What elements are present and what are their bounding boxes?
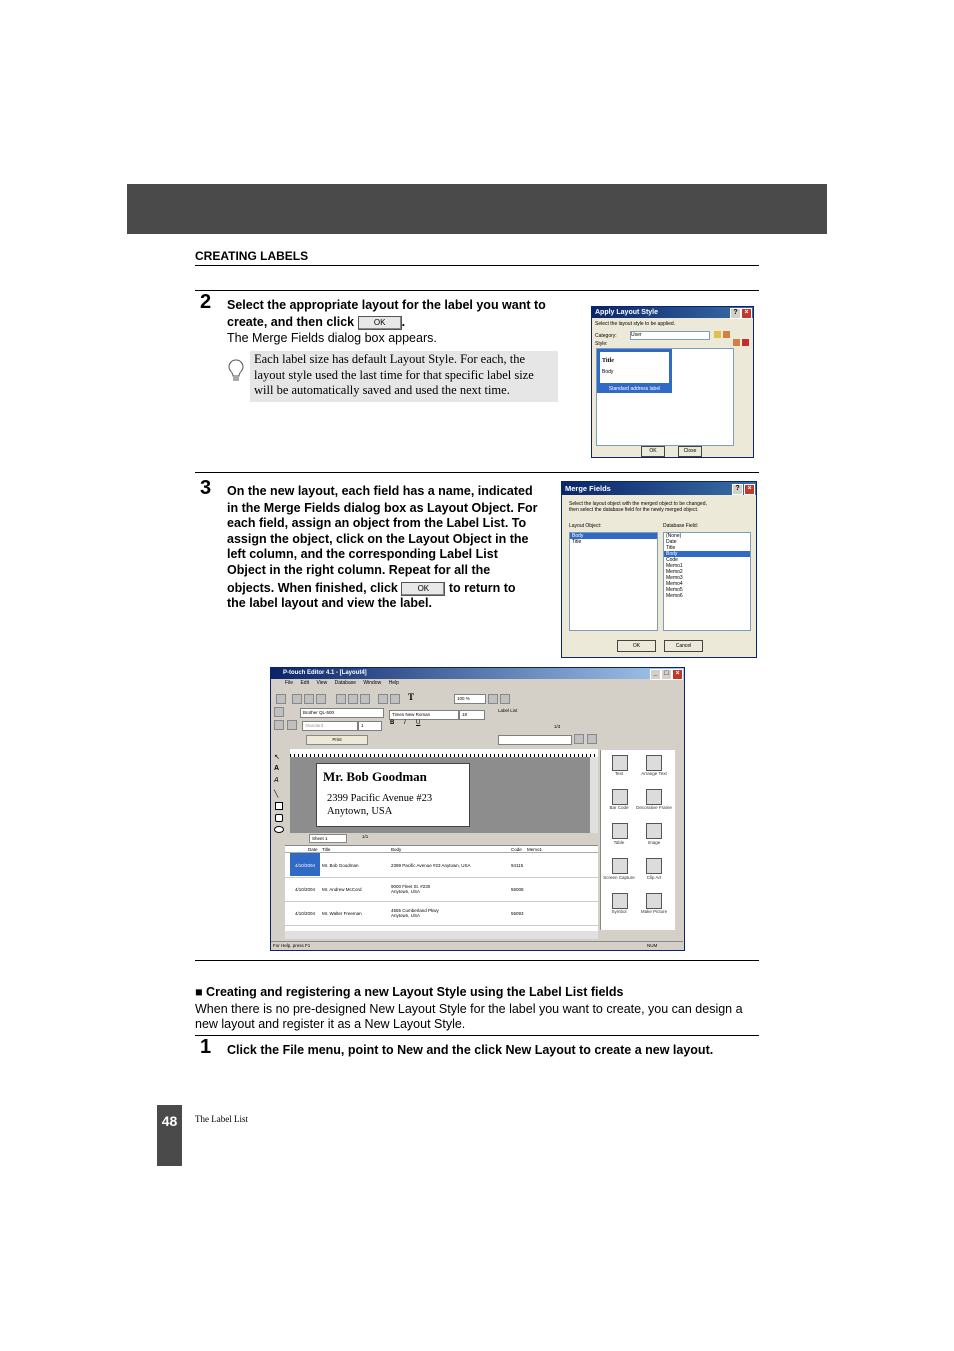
column-header[interactable]: Memo1 [527,847,543,852]
tip-text: Each label size has default Layout Style. For each, the layout style used the last time for that specific label size will be automatically saved and used the next time. [254,352,534,397]
step-text: On the new layout, each field has a name, indicated [227,484,533,498]
divider [195,290,759,291]
menu-bar [271,679,684,688]
font-select[interactable]: Times New Roman [389,710,459,720]
preview-body: Body [602,369,614,375]
add-icon[interactable] [733,339,740,346]
folder-icon[interactable] [714,331,721,338]
grid-scrollbar[interactable] [285,931,598,939]
step-text-part: to return to [448,581,516,595]
label-preview[interactable] [316,763,470,827]
column-header[interactable]: Date [308,847,318,852]
paste-icon[interactable] [360,694,370,704]
dialog-desc: then select the database field for the newly merged object. [569,507,699,513]
list-item[interactable]: Memo5 [666,587,683,593]
table-cell[interactable]: 4/10/2004 [295,911,316,916]
step-number: 1 [200,1036,212,1058]
table-cell[interactable]: Mr. Bob Goodman [322,863,359,868]
new-icon[interactable] [276,694,286,704]
step-number: 3 [200,477,212,499]
ok-button[interactable]: OK [641,446,665,457]
table-cell[interactable]: 55093 [511,911,524,916]
step-text: in the Merge Fields dialog box as Layout Object. For [227,501,538,515]
zoom-select[interactable]: 100 % [454,694,486,704]
step-text: Select the appropriate layout for the label you want to [227,298,546,312]
barcode-icon[interactable] [612,789,628,805]
help-icon[interactable]: ? [732,484,743,495]
text-object-icon[interactable] [612,755,628,771]
menu-window[interactable]: Window [363,680,382,686]
close-button[interactable]: Close [678,446,702,457]
dialog-desc: Select the layout object with the merged object to be changed, [569,501,707,507]
menu-help[interactable]: Help [388,680,399,686]
undo-icon[interactable] [378,694,388,704]
label-list-grid [285,845,598,931]
divider [195,1035,759,1036]
step-text: Object in the right column. Repeat for all the [227,563,491,577]
paragraph: new layout and register it as a New Layout Style. [195,1017,466,1031]
bold-button[interactable]: B [390,720,395,726]
menu-view[interactable]: View [316,680,328,686]
pointer-icon[interactable]: ↖ [274,754,280,761]
panel-label: Table [613,840,625,845]
close-icon[interactable]: × [741,308,752,319]
table-cell[interactable]: Anytown, USA [391,913,421,918]
list-item[interactable]: Memo4 [666,581,683,587]
remove-icon[interactable] [742,339,749,346]
maximize-icon[interactable]: □ [661,669,672,680]
copies-input[interactable]: 1 [358,721,382,731]
page-number: 48 [161,1113,178,1129]
menu-file[interactable]: File [285,680,294,686]
table-cell[interactable]: 4/10/2004 [295,863,316,868]
divider [195,960,759,961]
style-label: Style: [595,341,608,347]
section-heading [195,985,624,999]
italic-button[interactable]: I [404,720,406,726]
list-item[interactable]: Title [572,539,582,545]
save-icon[interactable] [304,694,314,704]
chapter-header-bar [127,184,827,234]
panel-label: Arrange Text [641,771,667,776]
panel-label: Make Picture [640,909,668,914]
help-icon[interactable]: ? [730,308,741,319]
clip-art-icon[interactable] [646,858,662,874]
redo-icon[interactable] [390,694,400,704]
list-item[interactable]: Memo3 [666,575,683,581]
step-text [227,314,405,330]
tool-icon[interactable] [488,694,498,704]
column-header[interactable]: Code [511,847,522,852]
symbol-icon[interactable] [612,893,628,909]
rounded-rect-icon[interactable] [275,814,283,822]
screen-capture-icon[interactable] [612,858,628,874]
style-icon[interactable] [274,720,284,730]
divider [195,472,759,473]
dialog-desc: Select the layout style to be applied. [595,321,676,327]
list-item[interactable]: Memo6 [666,593,683,599]
label-address-1: 2399 Pacific Avenue #23 [327,793,433,804]
layout-object-label: Layout Object: [569,523,602,529]
open-icon[interactable] [292,694,302,704]
table-cell[interactable]: Anytown, USA [391,889,421,894]
minimize-icon[interactable]: _ [650,669,661,680]
ok-button[interactable]: OK [617,640,656,652]
close-icon[interactable]: × [744,484,755,495]
status-text: For Help, press F1 [273,943,311,948]
dialog-titlebar [592,307,753,318]
dialog-titlebar [562,482,756,495]
database-field-label: Database Field: [663,523,699,529]
dialog-title: Merge Fields [565,484,611,493]
view-icon[interactable] [587,734,597,744]
printer-select[interactable]: Brother QL-500 [300,708,384,718]
step-result: The Merge Fields dialog box appears. [227,331,437,345]
delete-icon[interactable] [723,331,730,338]
preview-caption: Standard address label [608,386,661,392]
view-icon[interactable] [574,734,584,744]
step-text-part: create, and then click [227,315,355,329]
step-text: the label layout and view the label. [227,596,432,610]
text-tool-icon[interactable]: T [408,692,415,702]
list-item[interactable]: Date [666,539,677,545]
ellipse-icon[interactable] [274,826,284,833]
panel-label: Symbol [611,909,627,914]
table-cell[interactable]: 4/10/2004 [295,887,316,892]
list-item[interactable]: Code [666,557,678,563]
step-text [227,580,516,596]
cancel-button[interactable]: Cancel [664,640,703,652]
print-icon[interactable] [316,694,326,704]
step-number: 2 [200,291,212,313]
copy-icon[interactable] [348,694,358,704]
ok-button-image: OK [358,316,402,330]
style-preview [600,352,669,383]
arrange-text-icon[interactable] [646,755,662,771]
panel-label: Image [647,840,661,845]
table-icon[interactable] [612,823,628,839]
table-cell[interactable]: 55008 [511,887,524,892]
table-cell[interactable]: 9000 Fleet St. #230 [391,884,431,889]
decorative-frame-icon[interactable] [646,789,662,805]
step-text: assign the object, click on the Layout Object in the [227,532,529,546]
cut-icon[interactable] [336,694,346,704]
page-indicator: 1/3 [554,724,561,729]
lightbulb-icon [228,358,244,384]
list-item[interactable]: Body [664,551,750,557]
style-item-selected[interactable] [597,349,672,393]
make-picture-icon[interactable] [646,893,662,909]
panel-label: Text [614,771,624,776]
sheet-page: 1/1 [362,834,369,839]
sheet-tab[interactable]: Sheet 1 [309,834,347,843]
step-text: Click the File menu, point to New and the click New Layout to create a new layout. [227,1043,714,1057]
print-label: Print [332,737,342,742]
list-item[interactable]: Body [570,533,657,539]
category-label: Category: [595,333,617,339]
object-panel [600,750,675,930]
label-name: Mr. Bob Goodman [323,769,427,784]
font-size-select[interactable]: 18 [459,710,485,720]
field-select[interactable] [498,735,572,745]
bullet-square-icon: ■ [195,985,203,999]
section-title: CREATING LABELS [195,249,309,263]
rectangle-icon[interactable] [275,802,283,810]
column-header[interactable]: Body [391,847,402,852]
table-cell[interactable]: Mr. Walter Freeman [322,911,362,916]
label-icon[interactable] [287,720,297,730]
footer-title: The Label List [195,1114,248,1124]
section-heading-text: Creating and registering a new Layout Style using the Label List fields [206,985,624,999]
row-divider [285,925,598,926]
step-text: each field, assign an object from the Label List. To [227,516,527,530]
category-value: User [631,332,642,338]
table-cell[interactable]: 94115 [511,863,524,868]
num-indicator: NUM [647,943,658,948]
paragraph: When there is no pre-designed New Layout Style for the label you want to create, you can design a [195,1002,743,1016]
panel-label: Screen Capture [603,875,635,880]
menu-edit[interactable]: Edit [300,680,310,686]
list-item[interactable]: (None) [666,533,682,539]
row-divider [285,852,598,853]
image-icon[interactable] [646,823,662,839]
text-icon[interactable]: A [274,765,280,772]
step-text-part: objects. When finished, click [227,581,398,595]
column-header[interactable]: Title [322,847,331,852]
category-select[interactable] [630,331,710,340]
label-address-2: Anytown, USA [327,806,393,817]
editor-title: P-touch Editor 4.1 - [Layout4] [283,670,367,676]
ok-button-image: OK [401,582,445,596]
table-cell[interactable]: 4555 Cumberland Pkwy [391,908,439,913]
label-list-toolbar-title: Label List [498,708,518,713]
tool-icon[interactable] [500,694,510,704]
row-divider [285,877,598,878]
apply-layout-style-dialog [591,306,754,458]
printer-icon[interactable] [274,707,284,717]
database-field-list[interactable] [663,532,751,631]
merge-fields-dialog [561,481,757,658]
list-item[interactable]: Memo2 [666,569,683,575]
panel-label: Clip Art [646,875,662,880]
menu-database[interactable]: Database [334,680,357,686]
print-button[interactable] [306,735,368,745]
panel-label: Decorative Frame [636,805,672,810]
table-cell[interactable]: 2399 Pacific Avenue #23 Anytown, USA [391,863,471,868]
list-item[interactable]: Title [666,545,676,551]
layout-object-list[interactable] [569,532,658,631]
underline-button[interactable]: U [416,720,421,726]
line-icon[interactable]: ╲ [274,791,279,798]
step-text: left column, and the corresponding Label List [227,547,498,561]
row-divider [285,901,598,902]
canvas-scrollbar[interactable] [590,757,598,833]
dialog-title: Apply Layout Style [595,309,659,316]
list-item[interactable]: Memo1 [666,563,683,569]
editor-titlebar [271,668,684,679]
preview-title: Title [602,358,614,364]
style-select[interactable]: Standard [302,721,358,731]
step-text-part: . [401,315,406,329]
close-icon[interactable]: × [672,669,683,680]
divider [195,265,759,266]
panel-label: Bar Code [609,805,629,810]
vertical-text-icon[interactable]: A [274,777,279,784]
status-bar [271,941,683,950]
table-cell[interactable]: Mr. Andrew McCord [322,887,362,892]
